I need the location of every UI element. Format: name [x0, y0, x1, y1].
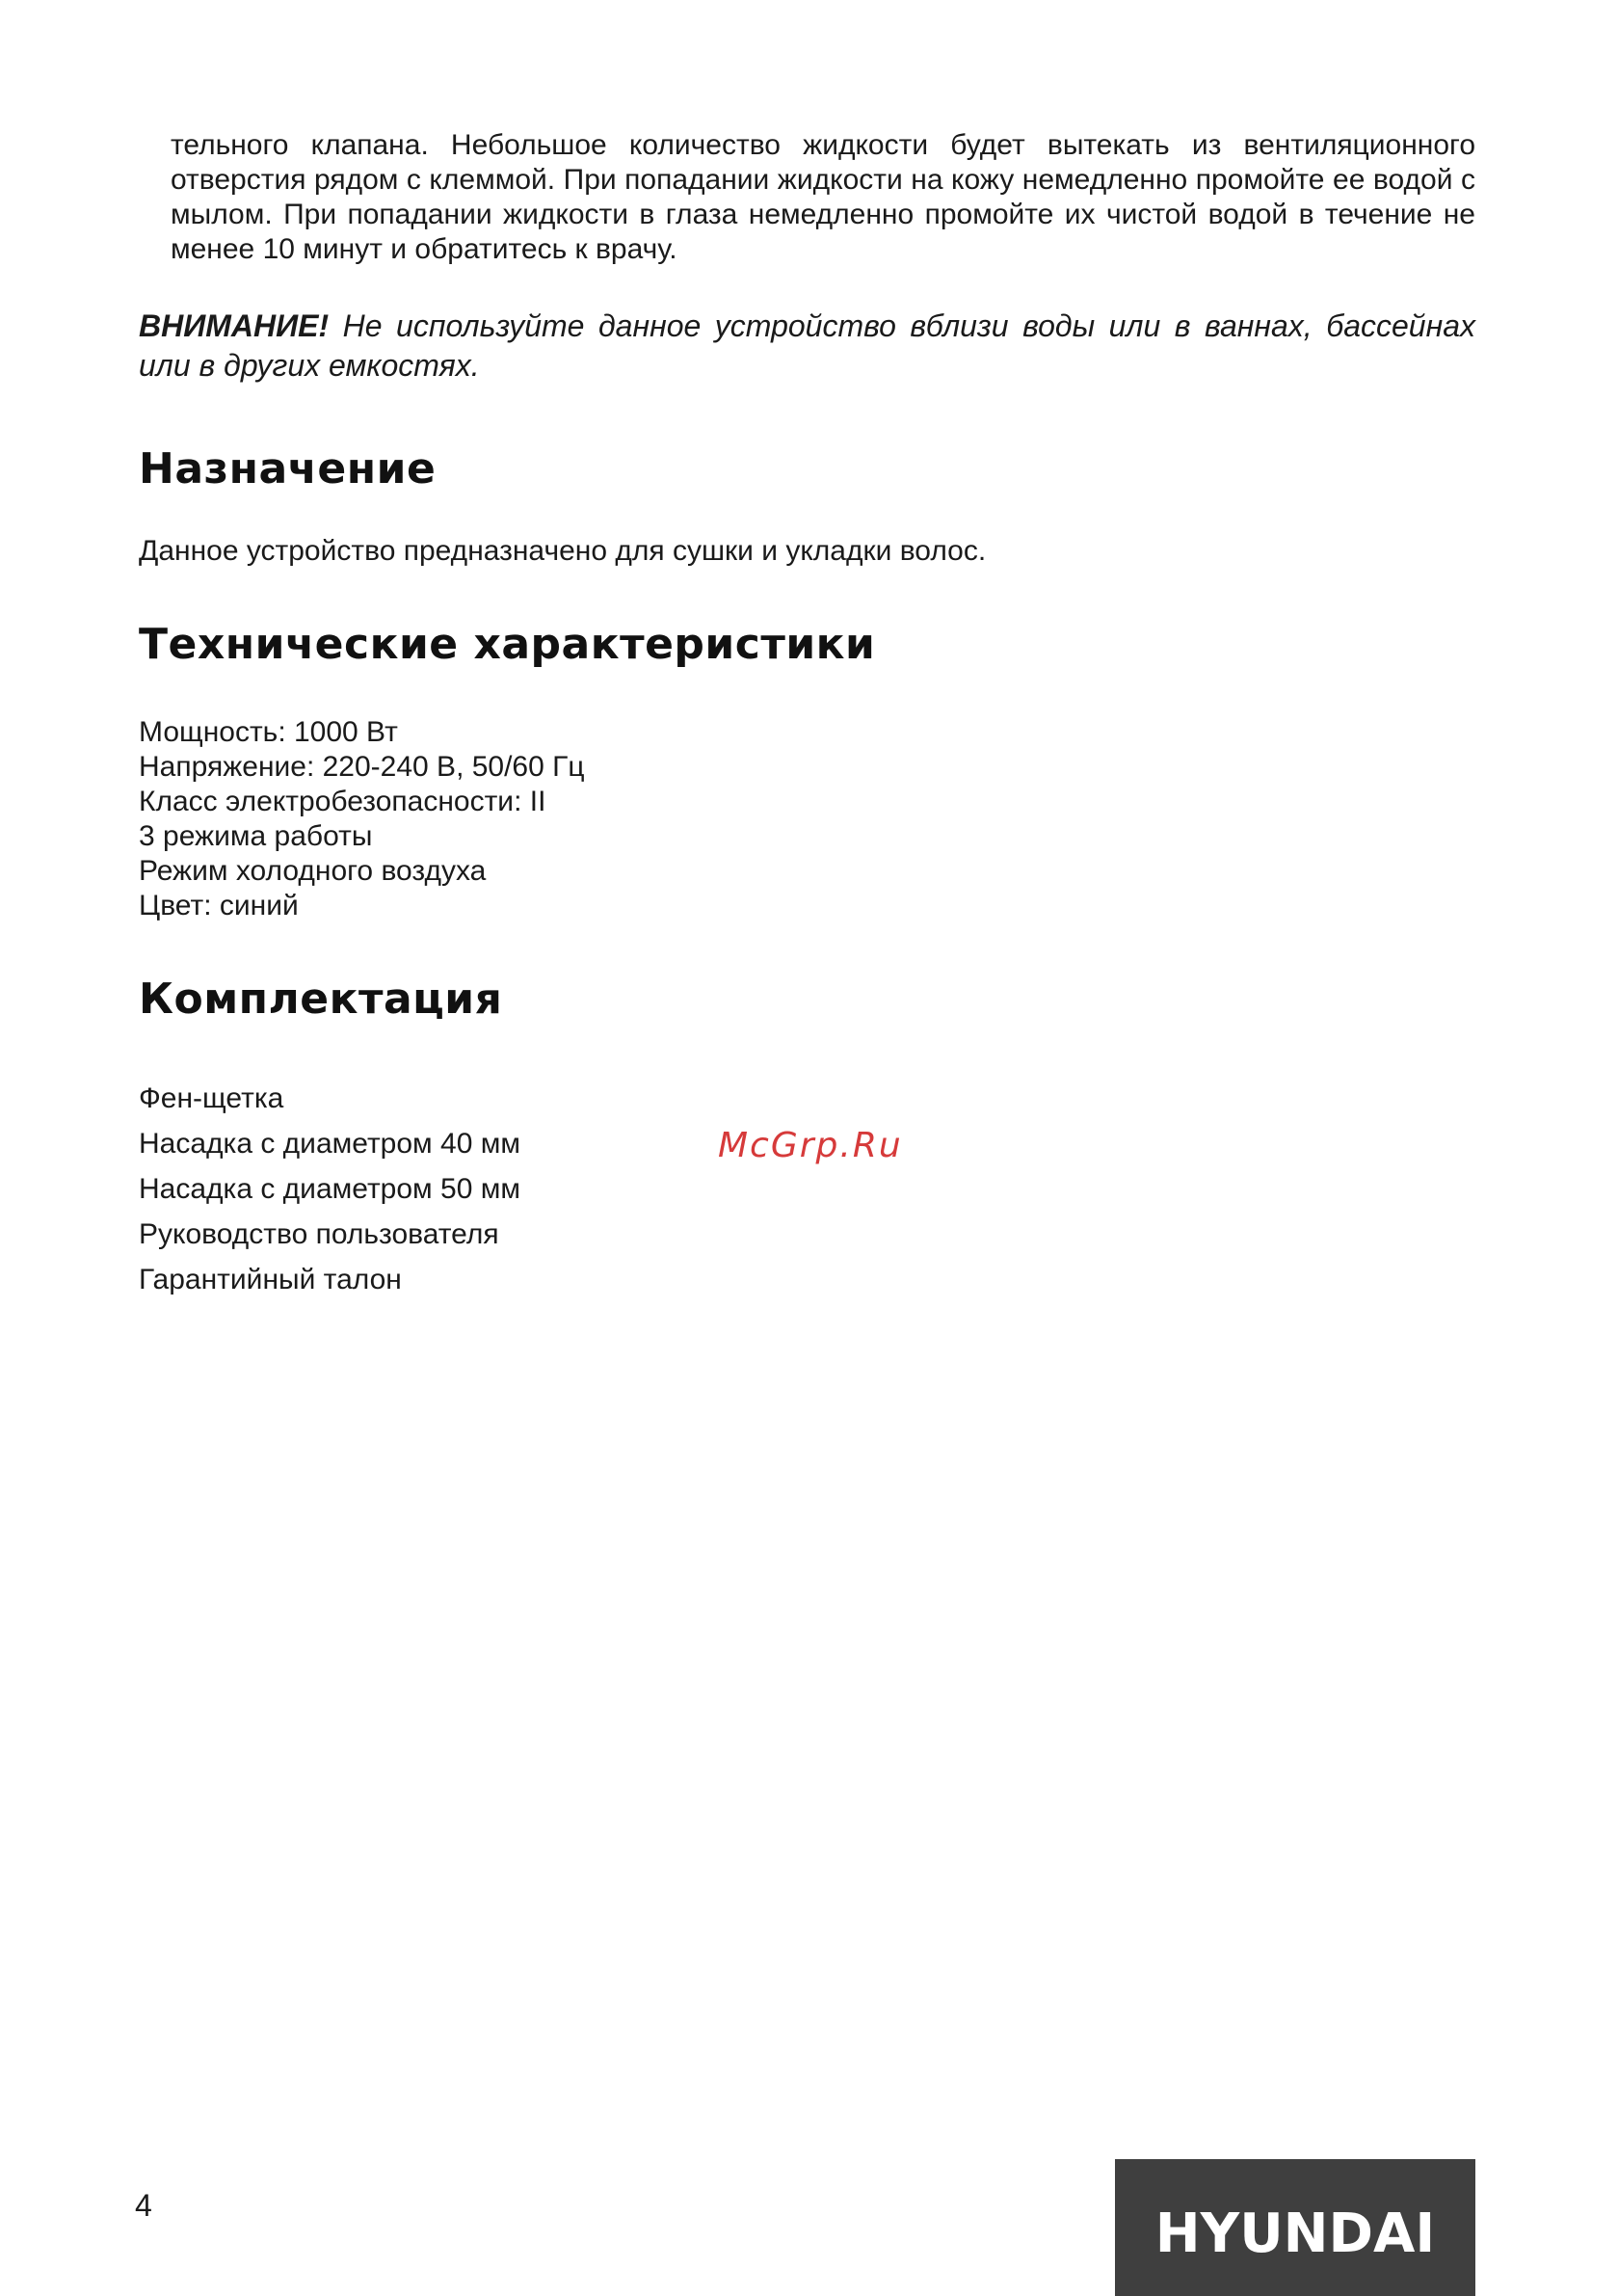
specs-item: Напряжение: 220-240 В, 50/60 Гц [139, 751, 585, 783]
warning-label: ВНИМАНИЕ! [139, 308, 330, 343]
specs-list [139, 715, 585, 923]
purpose-text: Данное устройство предназначено для сушки и укладки волос. [139, 535, 987, 567]
kit-item: Насадка с диаметром 40 мм [139, 1128, 520, 1160]
specs-item: Цвет: синий [139, 890, 299, 921]
specs-item: Класс электробезопасности: II [139, 786, 546, 817]
purpose-title: Назначение [139, 444, 437, 494]
warning-paragraph [139, 307, 1475, 386]
warning-text: Не используйте данное устройство вблизи воды или в ваннах, бассейнах или в других емкостях. [139, 308, 1475, 383]
brand-logo: HYUNDAI [1154, 2202, 1436, 2265]
brand-logo-box [1115, 2159, 1475, 2296]
kit-item: Гарантийный талон [139, 1264, 402, 1295]
specs-item: Режим холодного воздуха [139, 855, 487, 887]
kit-title: Комплектация [139, 974, 503, 1024]
watermark-text: McGrp.Ru [718, 1126, 903, 1165]
specs-title: Технические характеристики [139, 620, 876, 669]
specs-item: 3 режима работы [139, 820, 373, 852]
kit-item: Фен-щетка [139, 1082, 284, 1114]
page-number: 4 [135, 2188, 152, 2223]
intro-paragraph: тельного клапана. Небольшое количество жидкости будет вытекать из вентиляционного отверстия рядом с клеммой. При попадании жидкости на кожу немедленно промойте ее водой с мылом. При попадании жидкости в глаза немедленно промойте их чистой водой в течение не менее 10 минут и обратитесь к врачу. [171, 129, 1475, 265]
kit-item: Насадка с диаметром 50 мм [139, 1173, 520, 1205]
kit-list [139, 1076, 520, 1302]
kit-item: Руководство пользователя [139, 1218, 499, 1250]
specs-item: Мощность: 1000 Вт [139, 716, 398, 748]
